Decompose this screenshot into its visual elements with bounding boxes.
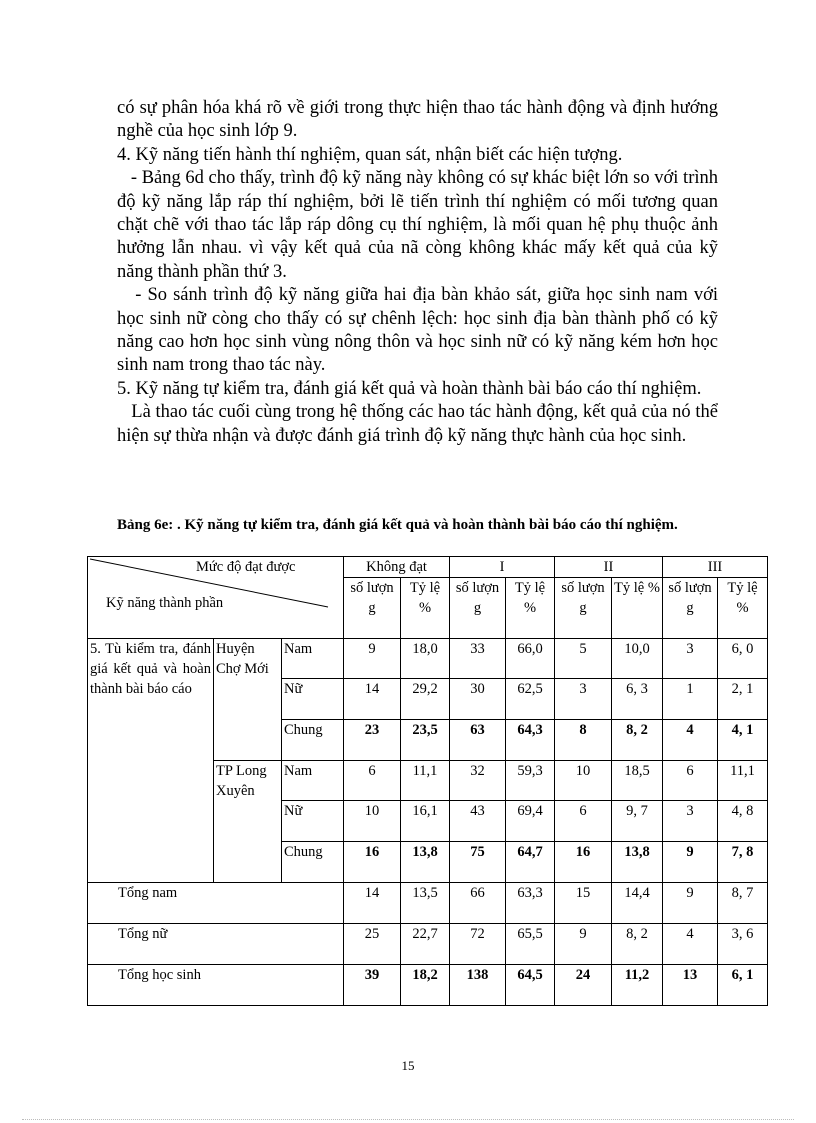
table-cell: 18,0 <box>401 639 450 679</box>
table-cell: 13,5 <box>401 883 450 924</box>
subheader-count: số lượn g <box>450 578 506 639</box>
table-cell: 62,5 <box>506 679 555 720</box>
table-caption: Bảng 6e: . Kỹ năng tự kiểm tra, đánh giá kết quả và hoàn thành bài báo cáo thí nghiệm. <box>117 517 678 533</box>
table-cell: 8, 7 <box>718 883 768 924</box>
level-header: II <box>555 557 663 578</box>
table-cell: 2, 1 <box>718 679 768 720</box>
subheader-count: số lượn g <box>555 578 612 639</box>
table-cell: 10 <box>344 801 401 842</box>
table-cell: 32 <box>450 761 506 801</box>
table-cell: 1 <box>663 679 718 720</box>
table-cell: 66,0 <box>506 639 555 679</box>
group-label: Chung <box>282 842 344 883</box>
table-cell: 18,2 <box>401 965 450 1006</box>
table-cell: 3 <box>555 679 612 720</box>
subheader-percent: Tỷ lệ % <box>718 578 768 639</box>
table-cell: 6 <box>344 761 401 801</box>
level-header: I <box>450 557 555 578</box>
table-cell: 69,4 <box>506 801 555 842</box>
level-header: Không đạt <box>344 557 450 578</box>
table-cell: 30 <box>450 679 506 720</box>
body-text-block <box>117 97 723 448</box>
table-cell: 5 <box>555 639 612 679</box>
table-cell: 4, 8 <box>718 801 768 842</box>
table-cell: 9 <box>555 924 612 965</box>
table-cell: 9 <box>344 639 401 679</box>
table-cell: 7, 8 <box>718 842 768 883</box>
table-cell: 13,8 <box>401 842 450 883</box>
table-cell: 64,3 <box>506 720 555 761</box>
table-cell: 9, 7 <box>612 801 663 842</box>
table-cell: 6, 1 <box>718 965 768 1006</box>
table-cell: 138 <box>450 965 506 1006</box>
paragraph: - Bảng 6d cho thấy, trình độ kỹ năng này không có sự khác biệt lớn so với trình độ kỹ năng lắp ráp thí nghiệm, bởi lẽ tiến trình thí nghiệm có mối tương quan chặt chẽ với thao tác lắp ráp dông cụ thí nghiệm, là mối quan hệ phụ thuộc ảnh hưởng lẫn nhau. vì vậy kết quả của nã còng không khác mấy kết quả của kỹ năng thành phần thứ 3. <box>117 168 723 282</box>
table-cell: 64,5 <box>506 965 555 1006</box>
paragraph: Là thao tác cuối cùng trong hệ thống các hao tác hành động, kết quả của nó thể hiện sự thừa nhận và được đánh giá trình độ kỹ năng thực hành của học sinh. <box>117 402 723 446</box>
table-cell: 33 <box>450 639 506 679</box>
group-label: Nữ <box>282 679 344 720</box>
results-table <box>87 556 768 1006</box>
group-label: Chung <box>282 720 344 761</box>
table-cell: 11,1 <box>718 761 768 801</box>
table-cell: 65,5 <box>506 924 555 965</box>
header-top-label: Mức độ đạt được <box>196 559 296 575</box>
table-cell: 8, 2 <box>612 720 663 761</box>
table-cell: 6, 3 <box>612 679 663 720</box>
group-label: Nữ <box>282 801 344 842</box>
table-cell: 25 <box>344 924 401 965</box>
table-cell: 13,8 <box>612 842 663 883</box>
table-cell: 4 <box>663 924 718 965</box>
table-cell: 14 <box>344 679 401 720</box>
group-label: Nam <box>282 639 344 679</box>
region-label: TP Long Xuyên <box>214 761 282 883</box>
table-cell: 14 <box>344 883 401 924</box>
table-cell: 39 <box>344 965 401 1006</box>
table-cell: 72 <box>450 924 506 965</box>
table-cell: 29,2 <box>401 679 450 720</box>
table-cell: 4, 1 <box>718 720 768 761</box>
subheader-count: số lượn g <box>663 578 718 639</box>
total-label: Tổng nam <box>88 883 344 924</box>
table-cell: 6 <box>663 761 718 801</box>
subheader-percent: Tỷ lệ % <box>401 578 450 639</box>
total-label: Tổng học sinh <box>88 965 344 1006</box>
table-cell: 3 <box>663 639 718 679</box>
table-cell: 63,3 <box>506 883 555 924</box>
subheader-percent: Tỷ lệ % <box>612 578 663 639</box>
table-cell: 64,7 <box>506 842 555 883</box>
page-bottom-rule <box>22 1119 794 1120</box>
table-cell: 75 <box>450 842 506 883</box>
diagonal-header-cell <box>88 557 344 639</box>
table-cell: 11,2 <box>612 965 663 1006</box>
table-cell: 9 <box>663 842 718 883</box>
table-cell: 3, 6 <box>718 924 768 965</box>
table-cell: 63 <box>450 720 506 761</box>
table-cell: 16 <box>555 842 612 883</box>
paragraph: có sự phân hóa khá rõ về giới trong thực hiện thao tác hành động và định hướng nghề của học sinh lớp 9. <box>117 98 718 142</box>
paragraph: - So sánh trình độ kỹ năng giữa hai địa bàn khảo sát, giữa học sinh nam với học sinh nữ còng cho thấy có sự chênh lệch: học sinh địa bàn thành phố có kỹ năng cao hơn học sinh vùng nông thôn và học sinh nữ có kỹ năng kém hơn học sinh nam trong thao tác này. <box>117 285 723 376</box>
table-cell: 59,3 <box>506 761 555 801</box>
table-cell: 6 <box>555 801 612 842</box>
table-cell: 16,1 <box>401 801 450 842</box>
table-cell: 15 <box>555 883 612 924</box>
table-cell: 6, 0 <box>718 639 768 679</box>
table-cell: 16 <box>344 842 401 883</box>
page-number: 15 <box>401 1058 415 1073</box>
table-cell: 18,5 <box>612 761 663 801</box>
table-cell: 11,1 <box>401 761 450 801</box>
table-cell: 8, 2 <box>612 924 663 965</box>
group-label: Nam <box>282 761 344 801</box>
header-left-label: Kỹ năng thành phần <box>106 595 224 611</box>
paragraph: 4. Kỹ năng tiến hành thí nghiệm, quan sát, nhận biết các hiện tượng. <box>117 144 623 165</box>
table-cell: 23,5 <box>401 720 450 761</box>
table-cell: 66 <box>450 883 506 924</box>
table-cell: 24 <box>555 965 612 1006</box>
subheader-count: số lượn g <box>344 578 401 639</box>
table-cell: 22,7 <box>401 924 450 965</box>
table-cell: 4 <box>663 720 718 761</box>
table-cell: 13 <box>663 965 718 1006</box>
table-cell: 3 <box>663 801 718 842</box>
total-label: Tổng nữ <box>88 924 344 965</box>
table-cell: 23 <box>344 720 401 761</box>
table-cell: 10,0 <box>612 639 663 679</box>
table-cell: 10 <box>555 761 612 801</box>
skill-label: 5. Tù kiểm tra, đánh giá kết quả và hoàn thành bài báo cáo <box>88 639 214 883</box>
table-cell: 14,4 <box>612 883 663 924</box>
table-cell: 9 <box>663 883 718 924</box>
paragraph: 5. Kỹ năng tự kiểm tra, đánh giá kết quả và hoàn thành bài báo cáo thí nghiệm. <box>117 378 702 399</box>
region-label: Huyện Chợ Mới <box>214 639 282 761</box>
table-cell: 8 <box>555 720 612 761</box>
table-cell: 43 <box>450 801 506 842</box>
level-header: III <box>663 557 768 578</box>
subheader-percent: Tỷ lệ % <box>506 578 555 639</box>
